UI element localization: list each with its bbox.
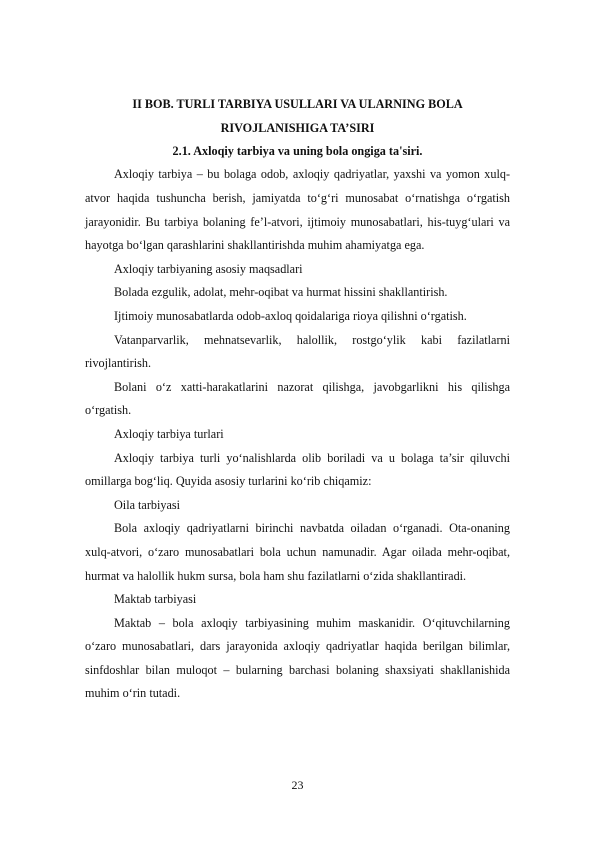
- subheading-goals: Axloqiy tarbiyaning asosiy maqsadlari: [114, 261, 303, 276]
- paragraph-goal-2: Ijtimoiy munosabatlarda odob-axloq qoidalariga rioya qilishni o‘rgatish.: [114, 308, 467, 323]
- subheading-school: Maktab tarbiyasi: [114, 592, 197, 607]
- paragraph-goal-4: Bolani o‘z xatti-harakatlarini nazorat qilishga, javobgarlikni his qilishga o‘rgatish.: [85, 379, 510, 418]
- paragraph-school: Maktab – bola axloqiy tarbiyasining muhim maskanidir. O‘qituvchilarning o‘zaro munosabatlari, dars jarayonida axloqiy qadriyatlar haqida berilgan bilimlar, sinfdoshlar bilan muloqot – bularning barchasi bolaning shaxsiyati shakllanishida muhim o‘rin tutadi.: [85, 615, 510, 701]
- paragraph-goal-1: Bolada ezgulik, adolat, mehr-oqibat va hurmat hissini shakllantirish.: [114, 285, 448, 300]
- section-title: 2.1. Axloqiy tarbiya va uning bola ongiga ta'siri.: [172, 144, 423, 159]
- chapter-title-line-2: RIVOJLANISHIGA TA’SIRI: [220, 121, 375, 136]
- paragraph-family: Bola axloqiy qadriyatlarni birinchi navbatda oiladan o‘rganadi. Ota-onaning xulq-atvori, o‘zaro munosabatlari bola uchun namunadir. Agar oilada mehr-oqibat, hurmat va halollik hukm sursa, bola ham shu fazilatlarni o‘zida shakllantiradi.: [85, 521, 510, 583]
- chapter-title-line-1: II BOB. TURLI TARBIYA USULLARI VA ULARNING BOLA: [132, 97, 463, 111]
- subheading-types: Axloqiy tarbiya turlari: [114, 426, 224, 441]
- paragraph-types-intro: Axloqiy tarbiya turli yo‘nalishlarda olib boriladi va u bolaga ta’sir qiluvchi omillarga bog‘liq. Quyida asosiy turlarini ko‘rib chiqamiz:: [85, 450, 510, 489]
- document-page: [85, 92, 510, 706]
- paragraph-definition: Axloqiy tarbiya – bu bolaga odob, axloqiy qadriyatlar, yaxshi va yomon xulq-atvor haqida tushuncha berish, jamiyatda to‘g‘ri munosabat o‘rnatishga o‘rgatish jarayonidir. Bu tarbiya bolaning fe’l-atvori, ijtimoiy munosabatlari, his-tuyg‘ulari va hayotga bo‘lgan qarashlarini shakllantirishda muhim ahamiyatga ega.: [85, 167, 510, 253]
- subheading-family: Oila tarbiyasi: [114, 497, 180, 512]
- page-number: 23: [291, 778, 304, 792]
- paragraph-goal-3: Vatanparvarlik, mehnatsevarlik, halollik, rostgo‘ylik kabi fazilatlarni rivojlantirish.: [85, 332, 510, 371]
